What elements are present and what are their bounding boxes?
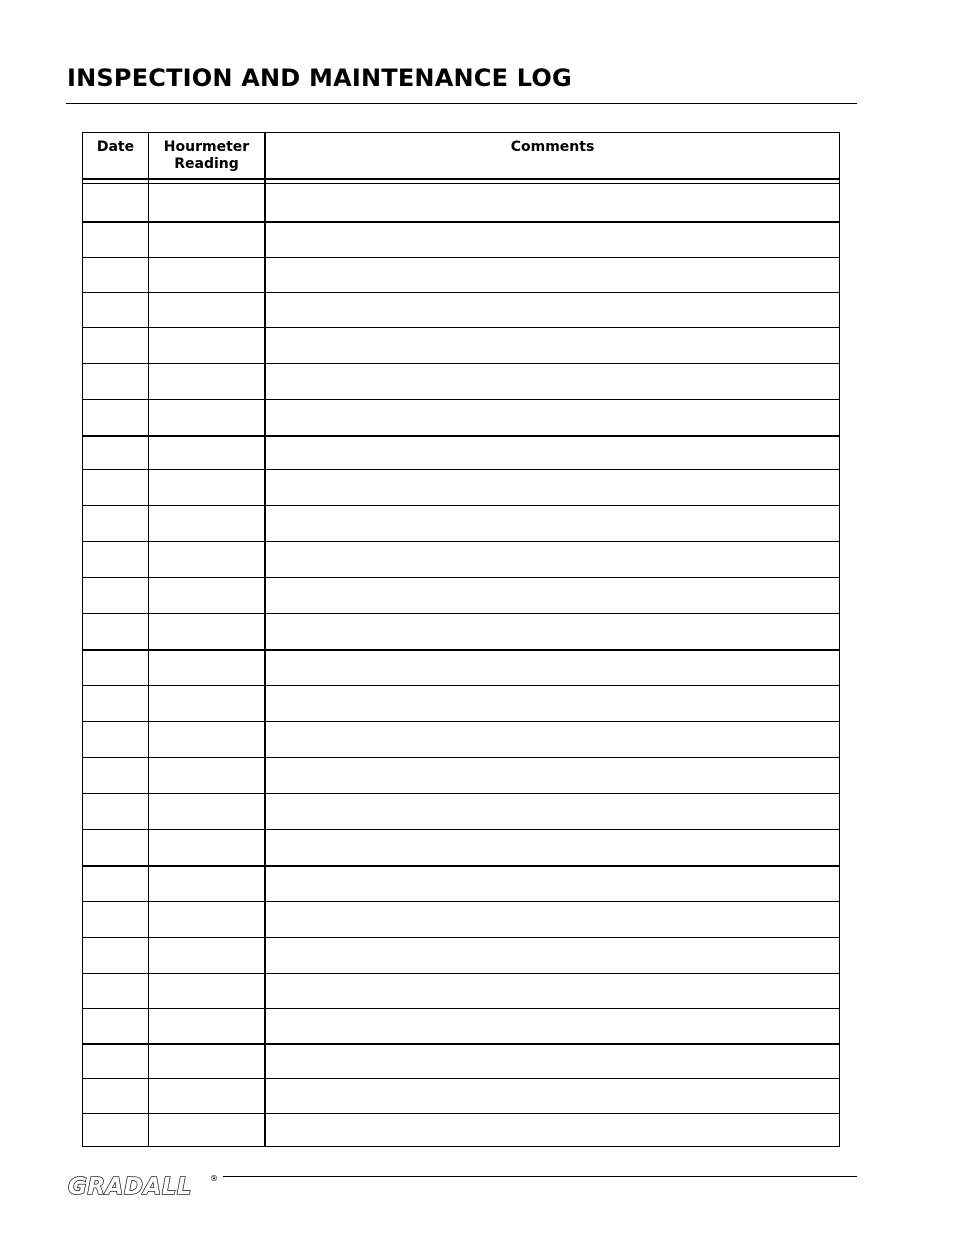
row-separator xyxy=(83,1008,839,1009)
row-separator xyxy=(83,469,839,470)
column-divider-hourmeter xyxy=(264,133,266,1146)
gradall-logo xyxy=(67,1170,219,1200)
row-separator xyxy=(83,649,839,651)
row-separator xyxy=(83,292,839,293)
column-header-comments: Comments xyxy=(510,139,595,155)
header-separator xyxy=(83,183,839,184)
column-header-date: Date xyxy=(96,139,135,155)
row-separator xyxy=(83,613,839,614)
row-separator xyxy=(83,505,839,506)
row-separator xyxy=(83,829,839,830)
footer-divider xyxy=(223,1176,857,1177)
row-separator xyxy=(83,973,839,974)
row-separator xyxy=(83,541,839,542)
row-separator xyxy=(83,257,839,258)
row-separator xyxy=(83,327,839,328)
row-separator xyxy=(83,1078,839,1079)
row-separator xyxy=(83,1113,839,1114)
row-separator xyxy=(83,901,839,902)
row-separator xyxy=(83,435,839,437)
row-separator xyxy=(83,937,839,938)
row-separator xyxy=(83,757,839,758)
row-separator xyxy=(83,865,839,867)
gradall-logo-wordmark: GRADALL xyxy=(68,1174,193,1200)
column-header-hourmeter-reading: Hourmeter Reading xyxy=(163,139,250,172)
row-separator xyxy=(83,793,839,794)
header-separator xyxy=(83,178,839,180)
row-separator xyxy=(83,721,839,722)
row-separator xyxy=(83,399,839,400)
page-title: INSPECTION AND MAINTENANCE LOG xyxy=(67,64,572,92)
row-separator xyxy=(83,363,839,364)
title-divider xyxy=(66,103,857,104)
column-divider-date xyxy=(148,133,149,1146)
row-separator xyxy=(83,1043,839,1045)
row-separator xyxy=(83,221,839,223)
row-separator xyxy=(83,577,839,578)
row-separator xyxy=(83,685,839,686)
inspection-log-table xyxy=(82,132,840,1147)
registered-mark: ® xyxy=(210,1174,218,1183)
